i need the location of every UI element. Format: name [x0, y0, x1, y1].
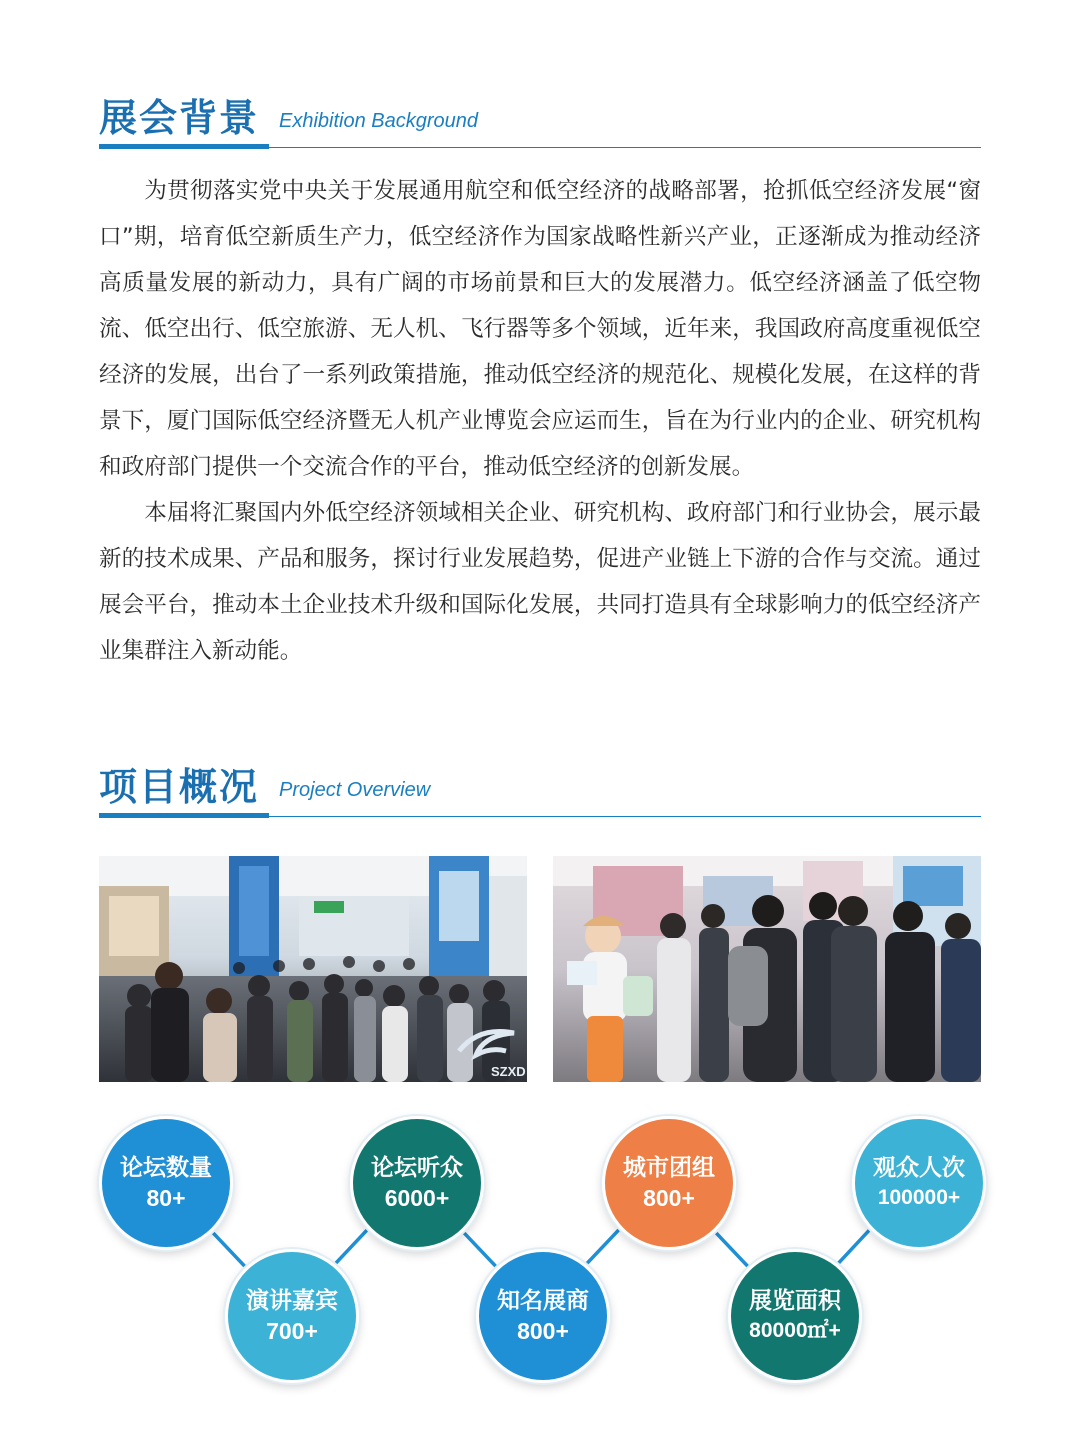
- stat-forum-audience: [350, 1116, 484, 1250]
- section-divider-accent: [99, 144, 269, 149]
- background-body: [99, 168, 981, 674]
- stat-value: 80000㎡+: [749, 1319, 841, 1342]
- stat-value: 700+: [266, 1318, 318, 1344]
- stat-value: 100000+: [877, 1186, 961, 1209]
- section-title-en: Project Overview: [279, 779, 431, 801]
- stat-exhibition-area: [728, 1249, 862, 1383]
- stat-label: 展览面积: [749, 1288, 841, 1314]
- stat-label: 论坛数量: [120, 1155, 212, 1181]
- section-header-overview: [99, 765, 981, 825]
- stat-label: 观众人次: [873, 1155, 965, 1181]
- exhibition-hall-photo: [99, 856, 527, 1082]
- photo-watermark: SZXD: [491, 1064, 526, 1079]
- visitors-photo: [553, 856, 981, 1082]
- stat-value: 800+: [643, 1185, 695, 1211]
- stat-forum-count: [99, 1116, 233, 1250]
- stat-visitors: [852, 1116, 986, 1250]
- stat-value: 6000+: [384, 1185, 450, 1211]
- section-divider-accent: [99, 813, 269, 818]
- stat-label: 论坛听众: [371, 1155, 463, 1181]
- background-paragraph: 本届将汇聚国内外低空经济领域相关企业、研究机构、政府部门和行业协会，展示最新的技术成果、产品和服务，探讨行业发展趋势，促进产业链上下游的合作与交流。通过展会平台，推动本土企业技术升级和国际化发展，共同打造具有全球影响力的低空经济产业集群注入新动能。: [99, 500, 981, 664]
- section-header-background: [99, 96, 981, 156]
- stat-value: 800+: [517, 1318, 569, 1344]
- stat-exhibitors: [476, 1249, 610, 1383]
- stat-speakers: [225, 1249, 359, 1383]
- background-paragraph: 为贯彻落实党中央关于发展通用航空和低空经济的战略部署，抢抓低空经济发展“窗口”期，培育低空新质生产力，低空经济作为国家战略性新兴产业，正逐渐成为推动经济高质量发展的新动力，具有广阔的市场前景和巨大的发展潜力。低空经济涵盖了低空物流、低空出行、低空旅游、无人机、飞行器等多个领域，近年来，我国政府高度重视低空经济的发展，出台了一系列政策措施，推动低空经济的规范化、规模化发展，在这样的背景下，厦门国际低空经济暨无人机产业博览会应运而生，旨在为行业内的企业、研究机构和政府部门提供一个交流合作的平台，推动低空经济的创新发展。: [99, 178, 981, 480]
- section-title-zh: 项目概况: [99, 765, 260, 809]
- stats-timeline: [0, 1100, 1080, 1455]
- section-title-zh: 展会背景: [99, 96, 260, 140]
- stat-city-groups: [602, 1116, 736, 1250]
- section-title-en: Exhibition Background: [279, 110, 479, 132]
- stat-label: 城市团组: [623, 1155, 715, 1181]
- stat-value: 80+: [146, 1185, 186, 1211]
- stat-label: 演讲嘉宾: [246, 1288, 338, 1314]
- stat-label: 知名展商: [497, 1288, 589, 1314]
